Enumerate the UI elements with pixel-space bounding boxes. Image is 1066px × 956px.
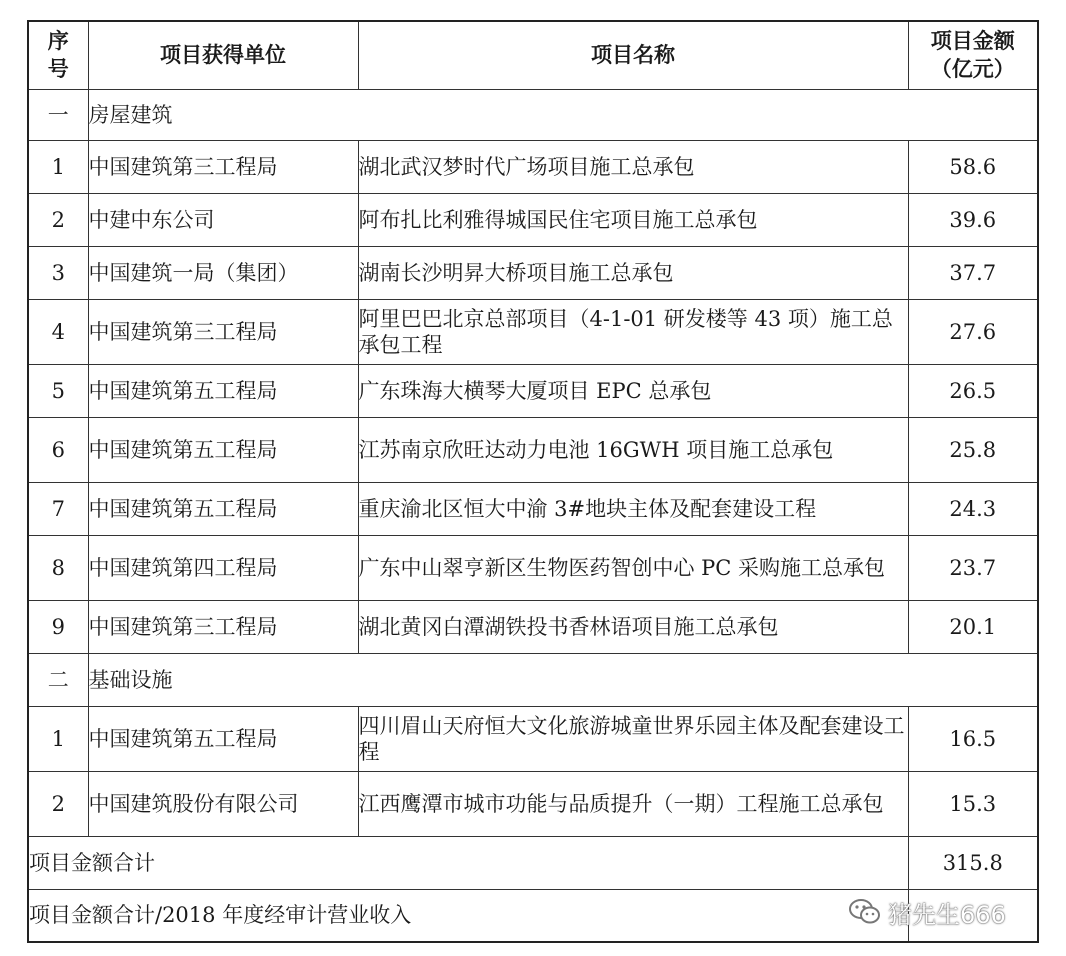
table-row	[28, 535, 1038, 600]
row-amount: 39.6	[908, 193, 1038, 246]
header-amount-line2: （亿元）	[930, 57, 1015, 82]
wechat-icon	[848, 897, 882, 927]
row-amount: 58.6	[908, 140, 1038, 193]
row-name: 广东珠海大横琴大厦项目 EPC 总承包	[358, 364, 908, 417]
row-unit: 中国建筑第五工程局	[88, 706, 358, 771]
row-seq: 9	[28, 600, 88, 653]
total-amount: 315.8	[908, 836, 1038, 889]
row-amount: 16.5	[908, 706, 1038, 771]
row-name: 广东中山翠亨新区生物医药智创中心 PC 采购施工总承包	[358, 535, 908, 600]
row-name: 湖北武汉梦时代广场项目施工总承包	[358, 140, 908, 193]
header-unit: 项目获得单位	[88, 21, 358, 89]
row-unit: 中国建筑第五工程局	[88, 364, 358, 417]
table-row	[28, 299, 1038, 364]
row-seq: 2	[28, 193, 88, 246]
watermark-text: 猪先生666	[888, 900, 1006, 929]
row-name: 重庆渝北区恒大中渝 3#地块主体及配套建设工程	[358, 482, 908, 535]
row-seq: 8	[28, 535, 88, 600]
section-row	[28, 89, 1038, 140]
row-unit: 中国建筑第三工程局	[88, 299, 358, 364]
total-row	[28, 836, 1038, 889]
row-amount: 15.3	[908, 771, 1038, 836]
table-row	[28, 482, 1038, 535]
table-row	[28, 193, 1038, 246]
row-amount: 24.3	[908, 482, 1038, 535]
table-row	[28, 140, 1038, 193]
header-seq-text: 序号	[47, 29, 69, 82]
watermark	[848, 892, 1006, 932]
section-row	[28, 653, 1038, 706]
section-title: 房屋建筑	[88, 89, 1038, 140]
total-label: 项目金额合计	[28, 836, 908, 889]
row-seq: 1	[28, 140, 88, 193]
row-unit: 中国建筑第三工程局	[88, 140, 358, 193]
row-amount: 26.5	[908, 364, 1038, 417]
row-unit: 中国建筑第四工程局	[88, 535, 358, 600]
ratio-label: 项目金额合计/2018 年度经审计营业收入	[28, 889, 908, 942]
table-row	[28, 364, 1038, 417]
row-unit: 中国建筑第三工程局	[88, 600, 358, 653]
row-amount: 20.1	[908, 600, 1038, 653]
header-seq	[28, 21, 88, 89]
header-amount	[908, 21, 1038, 89]
row-name: 湖南长沙明昇大桥项目施工总承包	[358, 246, 908, 299]
row-amount: 25.8	[908, 417, 1038, 482]
row-seq: 5	[28, 364, 88, 417]
row-unit: 中国建筑股份有限公司	[88, 771, 358, 836]
row-amount: 37.7	[908, 246, 1038, 299]
row-name: 湖北黄冈白潭湖铁投书香林语项目施工总承包	[358, 600, 908, 653]
section-title: 基础设施	[88, 653, 1038, 706]
row-name: 阿里巴巴北京总部项目（4-1-01 研发楼等 43 项）施工总承包工程	[358, 299, 908, 364]
row-seq: 2	[28, 771, 88, 836]
row-name: 四川眉山天府恒大文化旅游城童世界乐园主体及配套建设工程	[358, 706, 908, 771]
row-seq: 4	[28, 299, 88, 364]
row-amount: 27.6	[908, 299, 1038, 364]
row-name: 阿布扎比利雅得城国民住宅项目施工总承包	[358, 193, 908, 246]
row-seq: 6	[28, 417, 88, 482]
row-name: 江苏南京欣旺达动力电池 16GWH 项目施工总承包	[358, 417, 908, 482]
row-seq: 7	[28, 482, 88, 535]
table-row	[28, 600, 1038, 653]
table-row	[28, 771, 1038, 836]
row-seq: 1	[28, 706, 88, 771]
header-name: 项目名称	[358, 21, 908, 89]
row-unit: 中建中东公司	[88, 193, 358, 246]
section-index: 二	[28, 653, 88, 706]
header-row	[28, 21, 1038, 89]
row-unit: 中国建筑第五工程局	[88, 417, 358, 482]
table-row	[28, 706, 1038, 771]
projects-table	[27, 20, 1039, 943]
table-row	[28, 417, 1038, 482]
section-index: 一	[28, 89, 88, 140]
row-seq: 3	[28, 246, 88, 299]
row-unit: 中国建筑第五工程局	[88, 482, 358, 535]
table-row	[28, 246, 1038, 299]
row-amount: 23.7	[908, 535, 1038, 600]
row-name: 江西鹰潭市城市功能与品质提升（一期）工程施工总承包	[358, 771, 908, 836]
header-amount-line1: 项目金额	[930, 29, 1015, 54]
row-unit: 中国建筑一局（集团）	[88, 246, 358, 299]
